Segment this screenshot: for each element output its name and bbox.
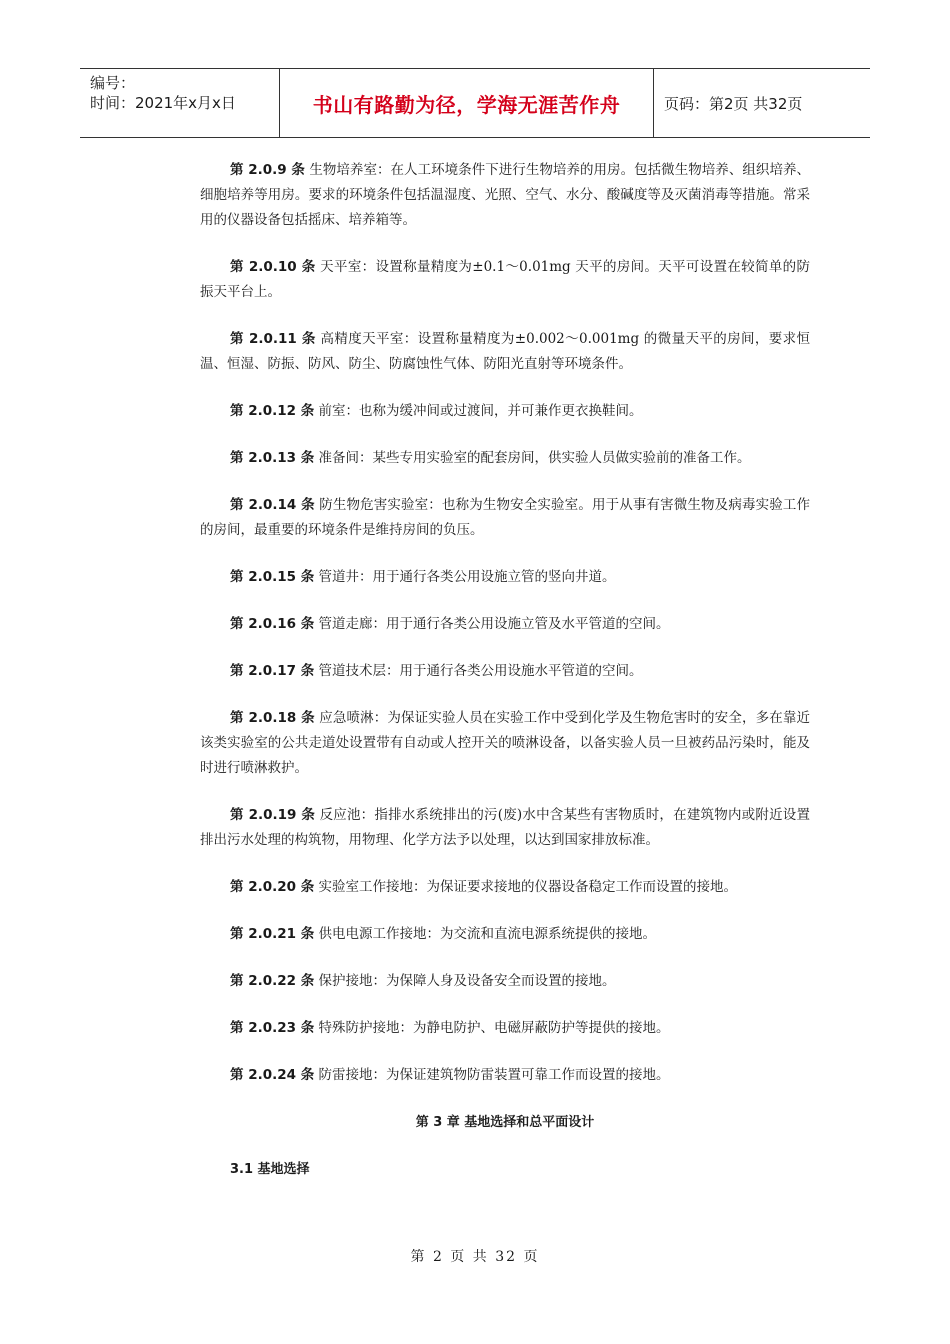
article-number: 第 2.0.19 条 bbox=[230, 807, 316, 823]
article-2-0-11 bbox=[200, 327, 810, 377]
article-number: 第 2.0.22 条 bbox=[230, 973, 315, 989]
article-text: 供电电源工作接地：为交流和直流电源系统提供的接地。 bbox=[318, 926, 657, 942]
article-text: 管道技术层：用于通行各类公用设施水平管道的空间。 bbox=[318, 663, 643, 679]
article-number: 第 2.0.9 条 bbox=[230, 162, 305, 178]
article-text: 管道走廊：用于通行各类公用设施立管及水平管道的空间。 bbox=[318, 616, 670, 632]
article-2-0-24 bbox=[200, 1063, 810, 1088]
article-text: 保护接地：为保障人身及设备安全而设置的接地。 bbox=[318, 973, 616, 989]
article-2-0-16 bbox=[200, 612, 810, 637]
article-text: 反应池：指排水系统排出的污(废)水中含某些有害物质时，在建筑物内或附近设置排出污水处理的构筑物，用物理、化学方法予以处理，以达到国家排放标准。 bbox=[200, 807, 810, 848]
article-2-0-9 bbox=[200, 158, 810, 233]
article-number: 第 2.0.23 条 bbox=[230, 1020, 315, 1036]
article-text: 防生物危害实验室：也称为生物安全实验室。用于从事有害微生物及病毒实验工作的房间，最重要的环境条件是维持房间的负压。 bbox=[200, 497, 811, 538]
article-number: 第 2.0.15 条 bbox=[230, 569, 315, 585]
article-text: 管道井：用于通行各类公用设施立管的竖向井道。 bbox=[318, 569, 616, 585]
article-2-0-19 bbox=[200, 803, 810, 853]
article-number: 第 2.0.17 条 bbox=[230, 663, 315, 679]
article-number: 第 2.0.18 条 bbox=[230, 710, 315, 726]
header-page-info: 页码：第2页 共32页 bbox=[664, 94, 803, 113]
article-2-0-15 bbox=[200, 565, 810, 590]
header-motto: 书山有路勤为径，学海无涯苦作舟 bbox=[280, 69, 654, 137]
document-number: 编号： bbox=[90, 74, 136, 92]
article-text: 准备间：某些专用实验室的配套房间，供实验人员做实验前的准备工作。 bbox=[318, 450, 751, 466]
article-text: 生物培养室：在人工环境条件下进行生物培养的用房。包括微生物培养、组织培养、细胞培养等用房。要求的环境条件包括温湿度、光照、空气、水分、酸碱度等及灭菌消毒等措施。常采用的仪器设备包括摇床、培养箱等。 bbox=[200, 162, 811, 228]
article-2-0-14 bbox=[200, 493, 810, 543]
article-number: 第 2.0.13 条 bbox=[230, 450, 315, 466]
article-2-0-12 bbox=[200, 399, 810, 424]
article-number: 第 2.0.11 条 bbox=[230, 331, 316, 347]
article-2-0-21 bbox=[200, 922, 810, 947]
section-title: 3.1 基地选择 bbox=[230, 1162, 310, 1177]
document-body bbox=[200, 158, 810, 1182]
article-2-0-13 bbox=[200, 446, 810, 471]
document-time: 时间：2021年x月x日 bbox=[90, 94, 236, 112]
page-header bbox=[80, 68, 870, 138]
article-2-0-10 bbox=[200, 255, 810, 305]
article-2-0-20 bbox=[200, 875, 810, 900]
article-text: 特殊防护接地：为静电防护、电磁屏蔽防护等提供的接地。 bbox=[318, 1020, 670, 1036]
article-2-0-18 bbox=[200, 706, 810, 781]
article-text: 实验室工作接地：为保证要求接地的仪器设备稳定工作而设置的接地。 bbox=[318, 879, 738, 895]
article-text: 前室：也称为缓冲间或过渡间，并可兼作更衣换鞋间。 bbox=[318, 403, 643, 419]
article-number: 第 2.0.20 条 bbox=[230, 879, 315, 895]
page-footer: 第 2 页 共 32 页 bbox=[410, 1249, 540, 1265]
article-text: 应急喷淋：为保证实验人员在实验工作中受到化学及生物危害时的安全，多在靠近该类实验室的公共走道处设置带有自动或人控开关的喷淋设备，以备实验人员一旦被药品污染时，能及时进行喷淋救护。 bbox=[200, 710, 811, 776]
article-number: 第 2.0.16 条 bbox=[230, 616, 315, 632]
chapter-title: 第 3 章 基地选择和总平面设计 bbox=[415, 1115, 595, 1130]
article-number: 第 2.0.21 条 bbox=[230, 926, 315, 942]
article-text: 防雷接地：为保证建筑物防雷装置可靠工作而设置的接地。 bbox=[318, 1067, 670, 1083]
article-2-0-22 bbox=[200, 969, 810, 994]
article-text: 高精度天平室：设置称量精度为±0.002～0.001mg 的微量天平的房间，要求恒温、恒湿、防振、防风、防尘、防腐蚀性气体、防阳光直射等环境条件。 bbox=[200, 331, 811, 372]
header-meta bbox=[80, 69, 280, 137]
article-number: 第 2.0.14 条 bbox=[230, 497, 315, 513]
article-number: 第 2.0.12 条 bbox=[230, 403, 315, 419]
article-number: 第 2.0.24 条 bbox=[230, 1067, 315, 1083]
article-2-0-17 bbox=[200, 659, 810, 684]
article-2-0-23 bbox=[200, 1016, 810, 1041]
article-text: 天平室：设置称量精度为±0.1～0.01mg 天平的房间。天平可设置在较简单的防振天平台上。 bbox=[200, 259, 811, 300]
article-number: 第 2.0.10 条 bbox=[230, 259, 316, 275]
